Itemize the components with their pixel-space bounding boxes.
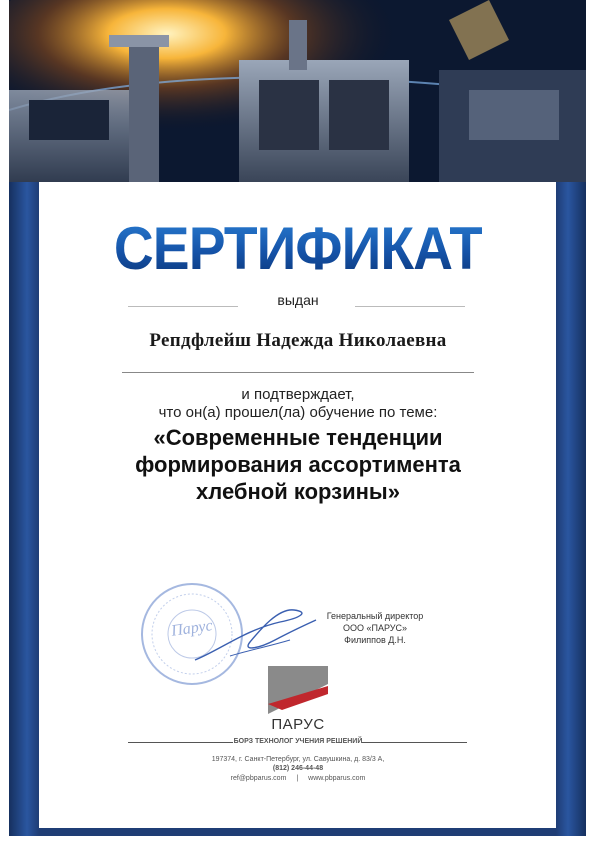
course-title-line: «Современные тенденции [153, 425, 443, 450]
signatory-block [300, 610, 450, 646]
company-address: 197374, г. Санкт-Петербург, ул. Савушкина, д. 83/3 А, [211, 756, 385, 763]
contacts-separator: | [296, 775, 299, 782]
name-underline [122, 372, 474, 373]
company-phone: (812) 246-44-48 [272, 765, 324, 772]
company-website[interactable]: www.pbparus.com [308, 775, 366, 782]
signatory-company: ООО «ПАРУС» [342, 623, 407, 633]
certificate-title-text: СЕРТИФИКАТ [113, 215, 483, 282]
course-intro: что он(а) прошел(ла) обучение по теме: [158, 404, 438, 421]
logo-name: ПАРУС [271, 716, 325, 733]
parus-logo-icon [262, 664, 334, 724]
issued-label: выдан [277, 292, 319, 308]
kitchen-equipment-illustration [9, 0, 586, 182]
course-title-line: хлебной корзины» [196, 479, 400, 504]
certificate-title [24, 214, 572, 284]
company-contacts [0, 775, 596, 782]
company-tagline: БОРЗ ТЕХНОЛОГ УЧЕНИЯ РЕШЕНИЙ [233, 738, 363, 745]
signatory-title: Генеральный директор [326, 611, 424, 621]
recipient-name: Репдфлейш Надежда Николаевна [149, 330, 447, 351]
course-title [80, 424, 516, 505]
confirm-text: и подтверждает, [241, 386, 355, 403]
header-kitchen-photo [9, 0, 586, 182]
company-email[interactable]: ref@pbparus.com [230, 775, 287, 782]
course-title-line: формирования ассортимента [135, 452, 461, 477]
signatory-name: Филиппов Д.Н. [344, 635, 406, 645]
stamp-text: Парус [170, 617, 214, 640]
